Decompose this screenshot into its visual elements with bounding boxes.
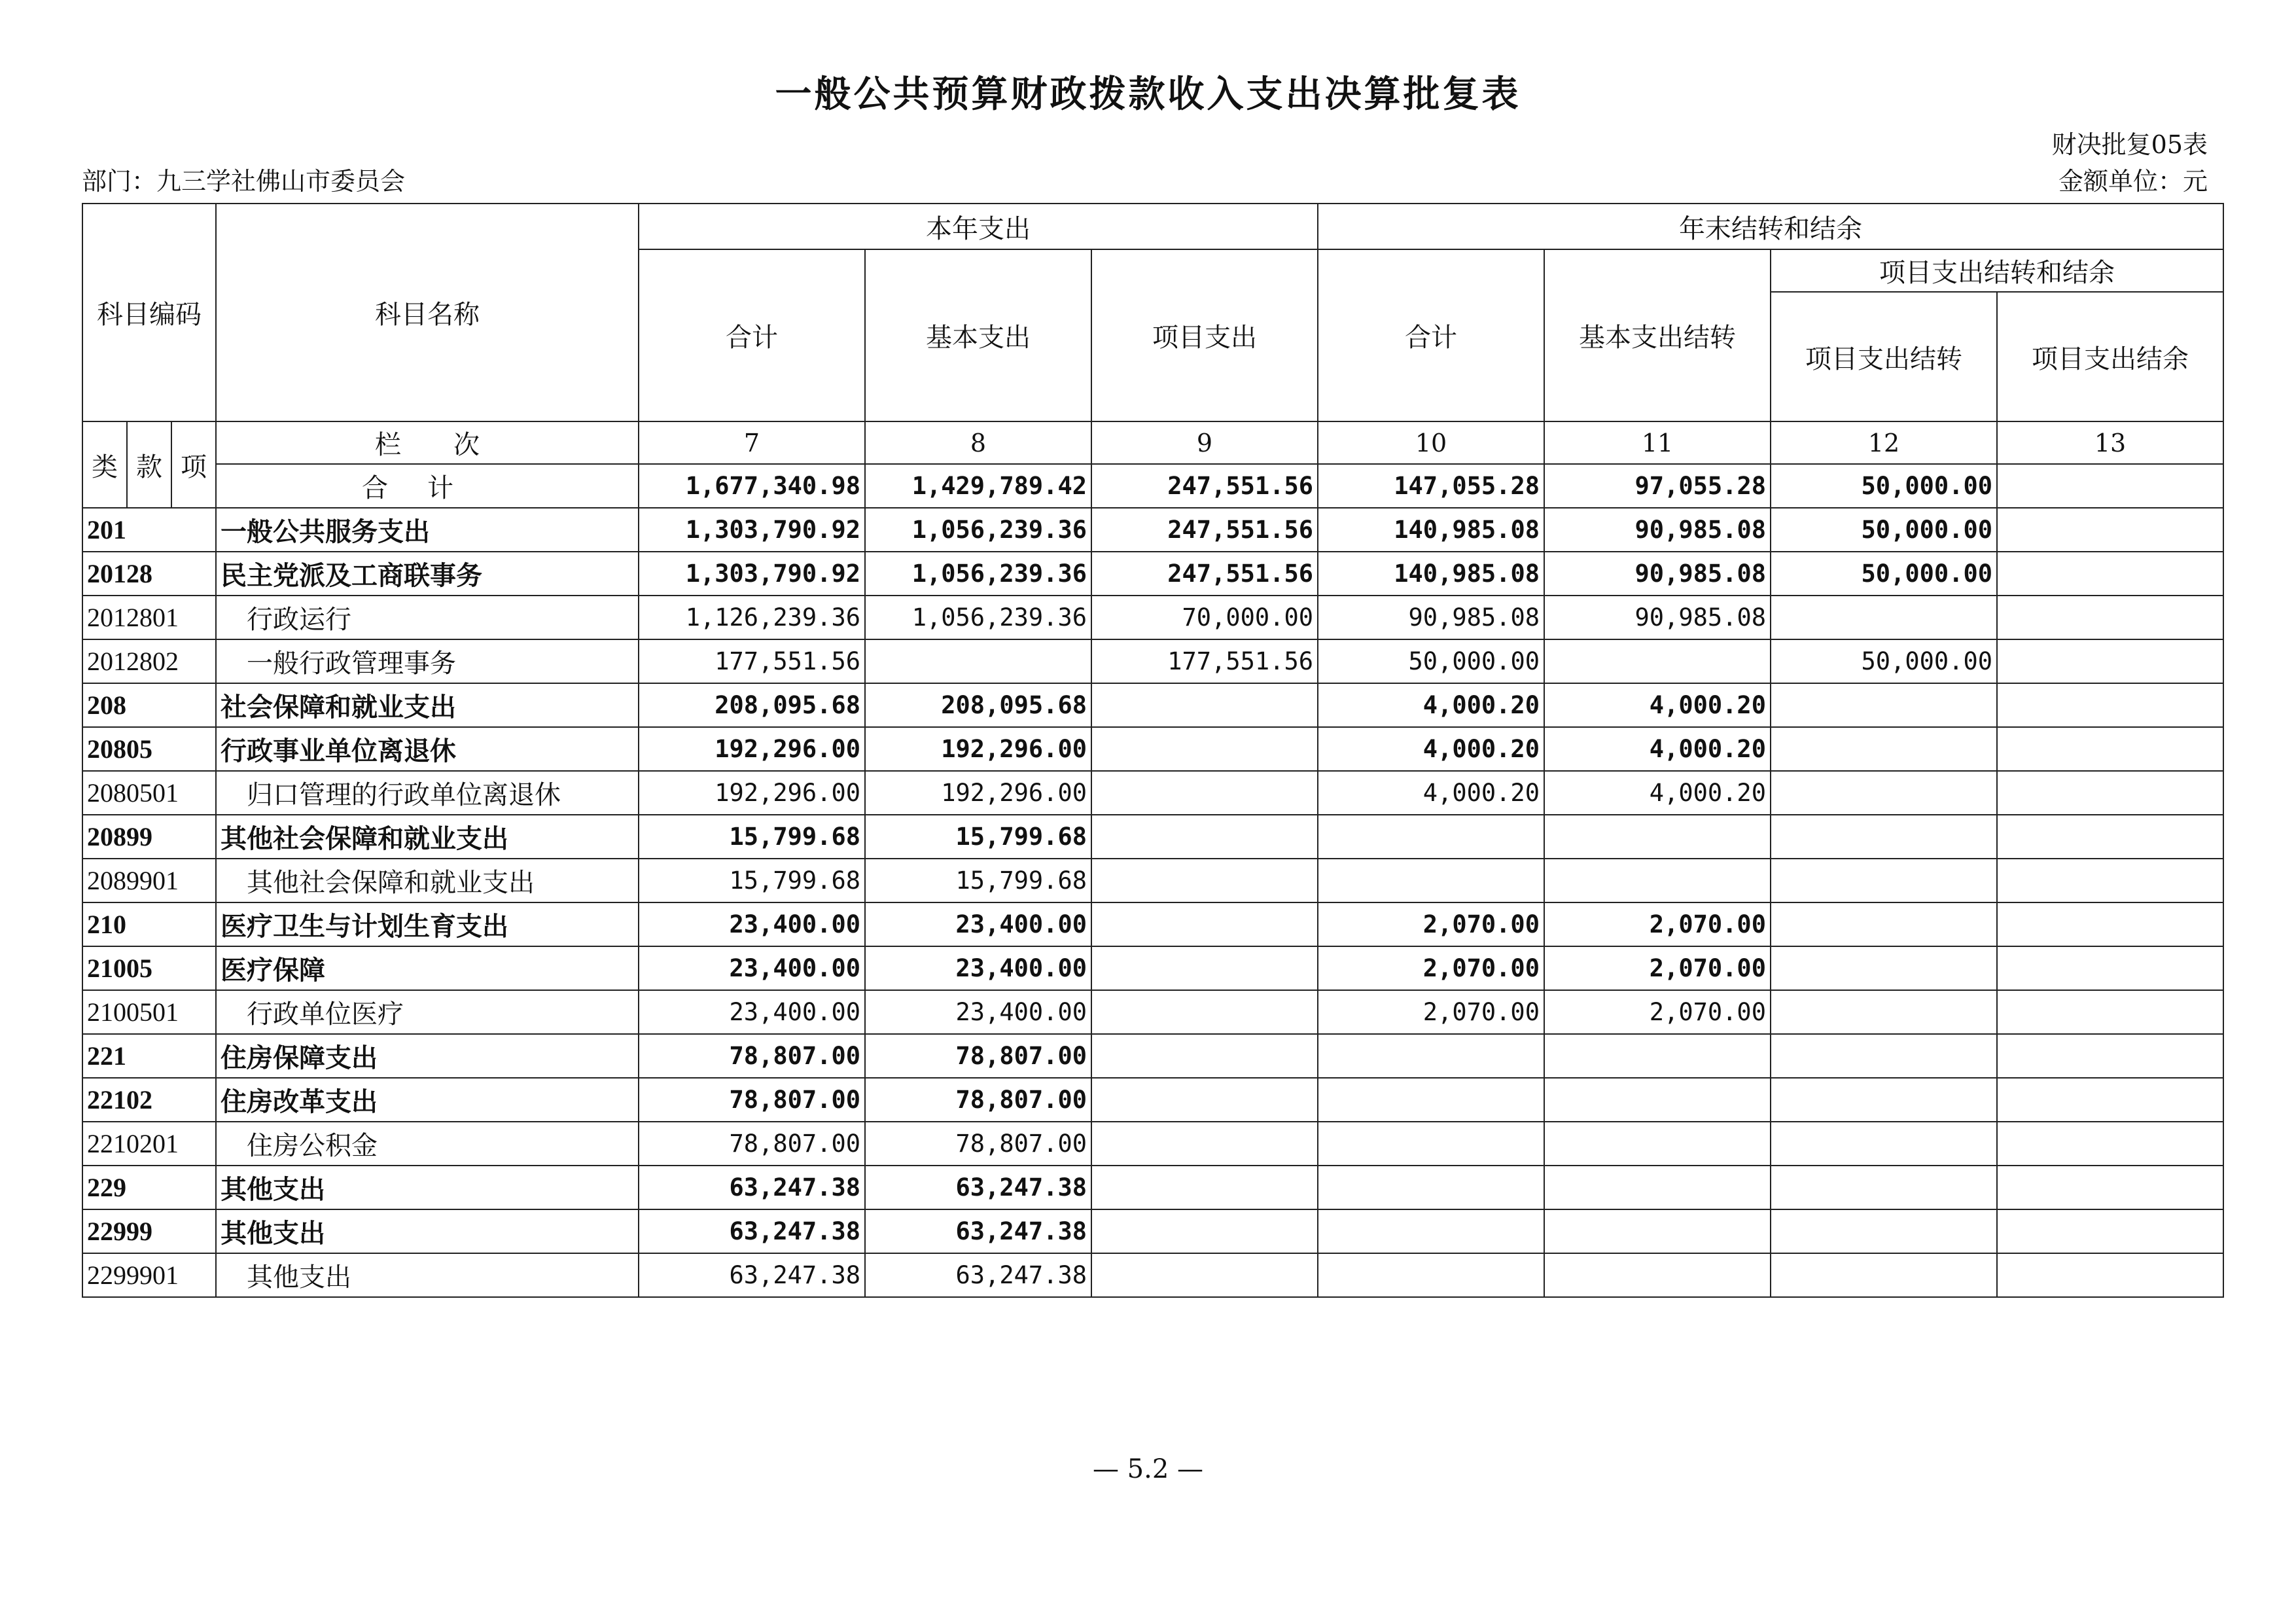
header-year-end: 年末结转和结余 <box>1318 204 2223 249</box>
row-value: 90,985.08 <box>1544 508 1771 552</box>
row-name: 行政事业单位离退休 <box>216 727 639 771</box>
table-row <box>82 902 2223 946</box>
row-value: 1,056,239.36 <box>865 508 1091 552</box>
row-value <box>1771 683 1997 727</box>
row-value: 208,095.68 <box>639 683 865 727</box>
row-value: 63,247.38 <box>865 1166 1091 1209</box>
table-row <box>82 683 2223 727</box>
row-code: 229 <box>82 1166 216 1209</box>
row-value: 177,551.56 <box>639 639 865 683</box>
table-row <box>82 596 2223 639</box>
row-value <box>1318 1078 1544 1122</box>
row-code: 20805 <box>82 727 216 771</box>
row-value <box>1771 1078 1997 1122</box>
row-value: 50,000.00 <box>1771 508 1997 552</box>
total-value: 147,055.28 <box>1318 464 1544 508</box>
header-code: 科目编码 <box>82 204 216 421</box>
department-label: 部门： <box>82 167 157 196</box>
header-total: 合计 <box>639 249 865 421</box>
header-kuan: 款 <box>127 421 171 508</box>
row-value <box>1091 902 1318 946</box>
header-project-balance: 项目支出结余 <box>1997 292 2223 421</box>
row-value <box>1771 946 1997 990</box>
row-value <box>1997 990 2223 1034</box>
row-code: 22999 <box>82 1209 216 1253</box>
table-row <box>82 859 2223 902</box>
row-code: 2012801 <box>82 596 216 639</box>
column-number: 8 <box>865 421 1091 464</box>
row-name: 医疗保障 <box>216 946 639 990</box>
table-row <box>82 1253 2223 1297</box>
row-name: 民主党派及工商联事务 <box>216 552 639 596</box>
row-value <box>1997 727 2223 771</box>
row-value <box>1997 508 2223 552</box>
row-name: 社会保障和就业支出 <box>216 683 639 727</box>
column-number: 9 <box>1091 421 1318 464</box>
row-value: 78,807.00 <box>865 1078 1091 1122</box>
row-value <box>1544 1122 1771 1166</box>
table-row <box>82 727 2223 771</box>
row-name: 一般行政管理事务 <box>216 639 639 683</box>
row-value <box>1771 990 1997 1034</box>
form-number: 财决批复05表 <box>2051 130 2208 159</box>
row-value <box>865 639 1091 683</box>
row-value: 78,807.00 <box>639 1078 865 1122</box>
row-value <box>1771 902 1997 946</box>
row-value: 63,247.38 <box>639 1166 865 1209</box>
row-name: 其他支出 <box>216 1253 639 1297</box>
row-value <box>1997 596 2223 639</box>
row-code: 20128 <box>82 552 216 596</box>
row-name: 归口管理的行政单位离退休 <box>216 771 639 815</box>
row-code: 2299901 <box>82 1253 216 1297</box>
row-name: 行政运行 <box>216 596 639 639</box>
row-value <box>1997 859 2223 902</box>
header-xiang: 项 <box>171 421 216 508</box>
row-value <box>1771 727 1997 771</box>
row-value <box>1544 1209 1771 1253</box>
row-value <box>1997 902 2223 946</box>
row-value: 2,070.00 <box>1318 902 1544 946</box>
table-row <box>82 771 2223 815</box>
row-value: 247,551.56 <box>1091 552 1318 596</box>
row-value <box>1771 1166 1997 1209</box>
row-value: 140,985.08 <box>1318 552 1544 596</box>
row-value <box>1771 1034 1997 1078</box>
header-project-carry: 项目支出结转 <box>1771 292 1997 421</box>
row-value: 23,400.00 <box>865 902 1091 946</box>
column-number: 13 <box>1997 421 2223 464</box>
row-code: 2100501 <box>82 990 216 1034</box>
row-code: 22102 <box>82 1078 216 1122</box>
row-value: 4,000.20 <box>1544 771 1771 815</box>
row-value: 23,400.00 <box>865 946 1091 990</box>
total-value: 247,551.56 <box>1091 464 1318 508</box>
row-value: 4,000.20 <box>1318 771 1544 815</box>
row-value: 23,400.00 <box>639 946 865 990</box>
row-value: 63,247.38 <box>865 1253 1091 1297</box>
row-name: 住房保障支出 <box>216 1034 639 1078</box>
row-value <box>1544 859 1771 902</box>
row-value <box>1997 1253 2223 1297</box>
row-name: 其他社会保障和就业支出 <box>216 815 639 859</box>
row-value: 15,799.68 <box>639 815 865 859</box>
row-value <box>1544 1166 1771 1209</box>
row-value <box>1997 1122 2223 1166</box>
row-value <box>1318 1122 1544 1166</box>
row-value <box>1771 1122 1997 1166</box>
row-value <box>1544 1253 1771 1297</box>
total-label: 合计 <box>216 464 639 508</box>
header-project-group: 项目支出结转和结余 <box>1771 249 2223 292</box>
row-value: 2,070.00 <box>1544 990 1771 1034</box>
amount-unit-label: 金额单位： <box>2058 167 2183 196</box>
row-value: 90,985.08 <box>1318 596 1544 639</box>
row-value <box>1997 771 2223 815</box>
header-basic: 基本支出 <box>865 249 1091 421</box>
total-value: 97,055.28 <box>1544 464 1771 508</box>
table-row <box>82 1122 2223 1166</box>
table-row <box>82 946 2223 990</box>
column-row-label: 栏 次 <box>216 421 639 464</box>
row-value <box>1091 859 1318 902</box>
total-row <box>82 464 2223 508</box>
row-value <box>1318 1166 1544 1209</box>
row-name: 其他支出 <box>216 1209 639 1253</box>
row-value <box>1997 1209 2223 1253</box>
total-value <box>1997 464 2223 508</box>
row-value: 192,296.00 <box>639 771 865 815</box>
row-value: 1,303,790.92 <box>639 552 865 596</box>
row-value <box>1318 1253 1544 1297</box>
row-value: 50,000.00 <box>1771 639 1997 683</box>
row-code: 201 <box>82 508 216 552</box>
budget-table <box>82 203 2224 1298</box>
row-value <box>1091 990 1318 1034</box>
row-value: 78,807.00 <box>639 1034 865 1078</box>
header-name: 科目名称 <box>216 204 639 421</box>
column-number: 10 <box>1318 421 1544 464</box>
row-value <box>1997 683 2223 727</box>
row-value <box>1771 1253 1997 1297</box>
row-value: 78,807.00 <box>865 1034 1091 1078</box>
row-value: 78,807.00 <box>639 1122 865 1166</box>
row-value: 4,000.20 <box>1544 727 1771 771</box>
row-value <box>1771 1209 1997 1253</box>
row-value: 23,400.00 <box>639 902 865 946</box>
header-lei: 类 <box>82 421 127 508</box>
table-row <box>82 1209 2223 1253</box>
row-value <box>1091 1209 1318 1253</box>
row-value: 192,296.00 <box>865 727 1091 771</box>
table-row <box>82 1166 2223 1209</box>
document-title: 一般公共预算财政拨款收入支出决算批复表 <box>775 73 1521 116</box>
row-code: 2089901 <box>82 859 216 902</box>
row-value: 247,551.56 <box>1091 508 1318 552</box>
row-name: 医疗卫生与计划生育支出 <box>216 902 639 946</box>
row-value: 15,799.68 <box>639 859 865 902</box>
row-value: 4,000.20 <box>1318 683 1544 727</box>
row-value <box>1997 1034 2223 1078</box>
row-value: 4,000.20 <box>1318 727 1544 771</box>
row-value <box>1544 1078 1771 1122</box>
total-value: 50,000.00 <box>1771 464 1997 508</box>
row-value <box>1091 771 1318 815</box>
row-code: 221 <box>82 1034 216 1078</box>
table-row <box>82 508 2223 552</box>
row-value: 15,799.68 <box>865 815 1091 859</box>
row-value <box>1771 815 1997 859</box>
row-value: 63,247.38 <box>639 1209 865 1253</box>
row-name: 一般公共服务支出 <box>216 508 639 552</box>
row-value <box>1544 1034 1771 1078</box>
row-value: 63,247.38 <box>639 1253 865 1297</box>
row-code: 21005 <box>82 946 216 990</box>
department-value: 九三学社佛山市委员会 <box>156 167 406 196</box>
row-value: 90,985.08 <box>1544 596 1771 639</box>
row-value <box>1091 1078 1318 1122</box>
row-value: 192,296.00 <box>865 771 1091 815</box>
row-value: 63,247.38 <box>865 1209 1091 1253</box>
row-name: 住房公积金 <box>216 1122 639 1166</box>
row-code: 210 <box>82 902 216 946</box>
table-row <box>82 639 2223 683</box>
column-number: 7 <box>639 421 865 464</box>
row-code: 2080501 <box>82 771 216 815</box>
row-value: 90,985.08 <box>1544 552 1771 596</box>
total-value: 1,429,789.42 <box>865 464 1091 508</box>
row-value <box>1091 727 1318 771</box>
header-basic-carry: 基本支出结转 <box>1544 249 1771 421</box>
row-value <box>1997 1166 2223 1209</box>
table-row <box>82 1034 2223 1078</box>
row-name: 其他社会保障和就业支出 <box>216 859 639 902</box>
row-value <box>1318 815 1544 859</box>
row-value <box>1544 639 1771 683</box>
amount-unit-value: 元 <box>2182 167 2208 196</box>
row-value <box>1997 946 2223 990</box>
row-value: 140,985.08 <box>1318 508 1544 552</box>
row-value: 208,095.68 <box>865 683 1091 727</box>
row-value <box>1997 639 2223 683</box>
row-value: 78,807.00 <box>865 1122 1091 1166</box>
row-value: 23,400.00 <box>865 990 1091 1034</box>
row-value: 4,000.20 <box>1544 683 1771 727</box>
row-value <box>1771 859 1997 902</box>
table-row <box>82 552 2223 596</box>
row-value: 1,126,239.36 <box>639 596 865 639</box>
header-current-year: 本年支出 <box>639 204 1318 249</box>
table-row <box>82 815 2223 859</box>
row-value: 2,070.00 <box>1544 946 1771 990</box>
row-code: 2210201 <box>82 1122 216 1166</box>
row-value <box>1997 1078 2223 1122</box>
header-ye-total: 合计 <box>1318 249 1544 421</box>
row-name: 行政单位医疗 <box>216 990 639 1034</box>
row-code: 20899 <box>82 815 216 859</box>
header-project: 项目支出 <box>1091 249 1318 421</box>
row-value <box>1318 1034 1544 1078</box>
column-number: 12 <box>1771 421 1997 464</box>
row-value <box>1091 1034 1318 1078</box>
row-code: 208 <box>82 683 216 727</box>
row-value <box>1544 815 1771 859</box>
column-number: 11 <box>1544 421 1771 464</box>
row-value <box>1997 815 2223 859</box>
total-value: 1,677,340.98 <box>639 464 865 508</box>
row-value: 2,070.00 <box>1544 902 1771 946</box>
row-value: 2,070.00 <box>1318 990 1544 1034</box>
page-number: — 5.2 — <box>1092 1454 1204 1484</box>
row-value: 1,303,790.92 <box>639 508 865 552</box>
row-value <box>1091 683 1318 727</box>
row-value <box>1771 596 1997 639</box>
row-value <box>1091 815 1318 859</box>
table-row <box>82 1078 2223 1122</box>
row-value: 2,070.00 <box>1318 946 1544 990</box>
row-value <box>1091 946 1318 990</box>
row-value <box>1091 1122 1318 1166</box>
row-value: 177,551.56 <box>1091 639 1318 683</box>
row-value: 1,056,239.36 <box>865 596 1091 639</box>
row-name: 住房改革支出 <box>216 1078 639 1122</box>
row-name: 其他支出 <box>216 1166 639 1209</box>
row-value <box>1771 771 1997 815</box>
row-value <box>1318 1209 1544 1253</box>
row-value: 50,000.00 <box>1318 639 1544 683</box>
row-value: 192,296.00 <box>639 727 865 771</box>
row-value <box>1997 552 2223 596</box>
row-value: 1,056,239.36 <box>865 552 1091 596</box>
row-code: 2012802 <box>82 639 216 683</box>
row-value: 70,000.00 <box>1091 596 1318 639</box>
table-row <box>82 990 2223 1034</box>
row-value: 50,000.00 <box>1771 552 1997 596</box>
row-value <box>1318 859 1544 902</box>
amount-unit-line <box>2058 161 2208 197</box>
row-value: 15,799.68 <box>865 859 1091 902</box>
row-value <box>1091 1253 1318 1297</box>
department-line <box>82 161 405 197</box>
row-value <box>1091 1166 1318 1209</box>
row-value: 23,400.00 <box>639 990 865 1034</box>
